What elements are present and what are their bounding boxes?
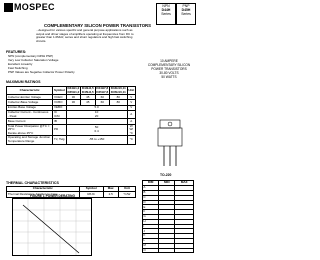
- table-cell: Base Current: [7, 119, 53, 124]
- table-header: Unit: [127, 87, 135, 95]
- brand-name: MOSPEC: [14, 2, 55, 12]
- table-cell: A: [143, 186, 159, 191]
- graph-plot: [13, 199, 91, 255]
- table-cell: Total Power Dissipation @TC = 25°C Derate above 25°C: [7, 124, 53, 136]
- table-cell: B: [143, 191, 159, 196]
- table-cell: V: [127, 100, 135, 105]
- document-title: COMPLEMENTARY SILICON POWER TRANSISTORS: [44, 23, 152, 28]
- table-cell: RθJC: [79, 192, 103, 197]
- table-cell: 50 0.4: [66, 124, 127, 136]
- pnp-part-box: [176, 3, 196, 25]
- table-header: Characteristic: [7, 87, 53, 95]
- table-cell: 45: [81, 95, 95, 100]
- derating-curve: [23, 205, 79, 253]
- table-cell: 30: [66, 95, 80, 100]
- table-header: MIN: [159, 181, 175, 186]
- table-cell: G: [143, 215, 159, 220]
- table-cell: [175, 248, 194, 253]
- table-row: [143, 248, 194, 253]
- table-header: DIM: [143, 181, 159, 186]
- max-ratings-table: [6, 86, 136, 145]
- table-cell: VCEO: [53, 95, 66, 100]
- table-cell: A: [127, 111, 135, 119]
- feature-item: Very Low Collector Saturation Voltage: [8, 58, 59, 62]
- table-cell: PD: [53, 124, 66, 136]
- feature-item: Fast Switching: [8, 66, 28, 70]
- table-cell: 60: [95, 95, 109, 100]
- table-cell: Collector-Emitter Voltage: [7, 95, 53, 100]
- npn-label: NPN: [162, 4, 170, 8]
- table-cell: °C: [127, 136, 135, 144]
- table-cell: [159, 248, 175, 253]
- table-cell: VCBO: [53, 100, 66, 105]
- graph-title: FIGURE 1 POWER DERATING: [30, 194, 75, 198]
- table-cell: A: [127, 119, 135, 124]
- table-cell: V: [127, 95, 135, 100]
- npn-part-box: [156, 3, 176, 25]
- power-derating-graph: [12, 198, 92, 256]
- table-cell: F: [143, 210, 159, 215]
- table-cell: VEBO: [53, 105, 66, 110]
- table-cell: J: [143, 229, 159, 234]
- table-cell: Operating and Storage Junction Temperature Range: [7, 136, 53, 144]
- table-cell: M: [143, 243, 159, 248]
- npn-series: Series: [161, 12, 171, 16]
- table-header: Unit: [118, 187, 135, 192]
- table-row: [7, 136, 136, 144]
- table-cell: 30: [66, 100, 80, 105]
- table-cell: C: [143, 195, 159, 200]
- table-cell: TJ, Tstg: [53, 136, 66, 144]
- table-cell: °C/W: [118, 192, 135, 197]
- table-header: D44H10,11 D45H10,11: [110, 86, 126, 94]
- to220-package-drawing: [150, 118, 190, 170]
- table-header: Characteristic: [7, 187, 80, 192]
- table-cell: -55 to +150: [66, 136, 127, 144]
- table-cell: Collector-Base Voltage: [7, 100, 53, 105]
- table-cell: 80: [109, 100, 127, 105]
- feature-item: PNP Values are Negative Collector Power Polarity: [8, 70, 75, 74]
- table-cell: 45: [81, 100, 95, 105]
- table-header: D44H7,8 D45H7,8: [96, 86, 109, 94]
- product-summary: 10 AMPERE COMPLEMENTARY SILICON POWER TRANSISTORS 30-80 VOLTS 50 WATTS: [147, 59, 191, 79]
- pnp-part-number: D45H: [181, 8, 191, 12]
- table-cell: I: [143, 224, 159, 229]
- table-cell: Thermal Resistance Junction to Case: [7, 192, 80, 197]
- table-cell: K: [143, 234, 159, 239]
- table-cell: E: [143, 205, 159, 210]
- logo-icon: [4, 3, 13, 12]
- table-header: D44H4,5 D45H4,5: [81, 86, 94, 94]
- table-header-row: [7, 87, 136, 95]
- package-label: TO-220: [160, 173, 172, 177]
- table-row: [7, 111, 136, 119]
- table-row: [7, 124, 136, 136]
- table-cell: 2.5: [103, 192, 118, 197]
- table-cell: IB: [53, 119, 66, 124]
- npn-part-number: D44H: [161, 8, 171, 12]
- table-header: MAX: [175, 181, 194, 186]
- table-cell: IC ICM: [53, 111, 66, 119]
- table-header: Symbol: [53, 87, 66, 95]
- table-cell: L: [143, 239, 159, 244]
- table-cell: D: [143, 200, 159, 205]
- table-cell: 10 20: [66, 111, 127, 119]
- table-cell: O: [143, 248, 159, 253]
- feature-item: NPN (complementary D45H PNP): [8, 54, 54, 58]
- table-cell: 5.0: [66, 105, 127, 110]
- table-header: Max: [103, 187, 118, 192]
- table-cell: 60: [95, 100, 109, 105]
- table-cell: H: [143, 219, 159, 224]
- table-cell: W W/°C: [127, 124, 135, 136]
- dimensions-table: [142, 180, 194, 253]
- thermal-title: THERMAL CHARACTERISTICS: [6, 181, 59, 185]
- description: ...designed for various specific and general purpose applications such as output and driver stages of amplifiers operating at frequencies from DC to greater than 1.0MHz; series and shunt regulators and high fast switching circuits.: [36, 28, 134, 43]
- table-cell: Collector Current - Continuous - Peak: [7, 111, 53, 119]
- pnp-series: Series: [181, 12, 191, 16]
- table-header: Symbol: [79, 187, 103, 192]
- table-cell: V: [127, 105, 135, 110]
- feature-item: Excellent Linearity: [8, 62, 33, 66]
- table-header: D44H1,2 D45H1,2: [67, 86, 80, 94]
- table-cell: 80: [109, 95, 127, 100]
- table-cell: Emitter-Base Voltage: [7, 105, 53, 110]
- pnp-label: PNP: [182, 4, 190, 8]
- max-ratings-title: MAXIMUM RATINGS: [6, 80, 41, 84]
- features-title: FEATURES:: [6, 50, 27, 54]
